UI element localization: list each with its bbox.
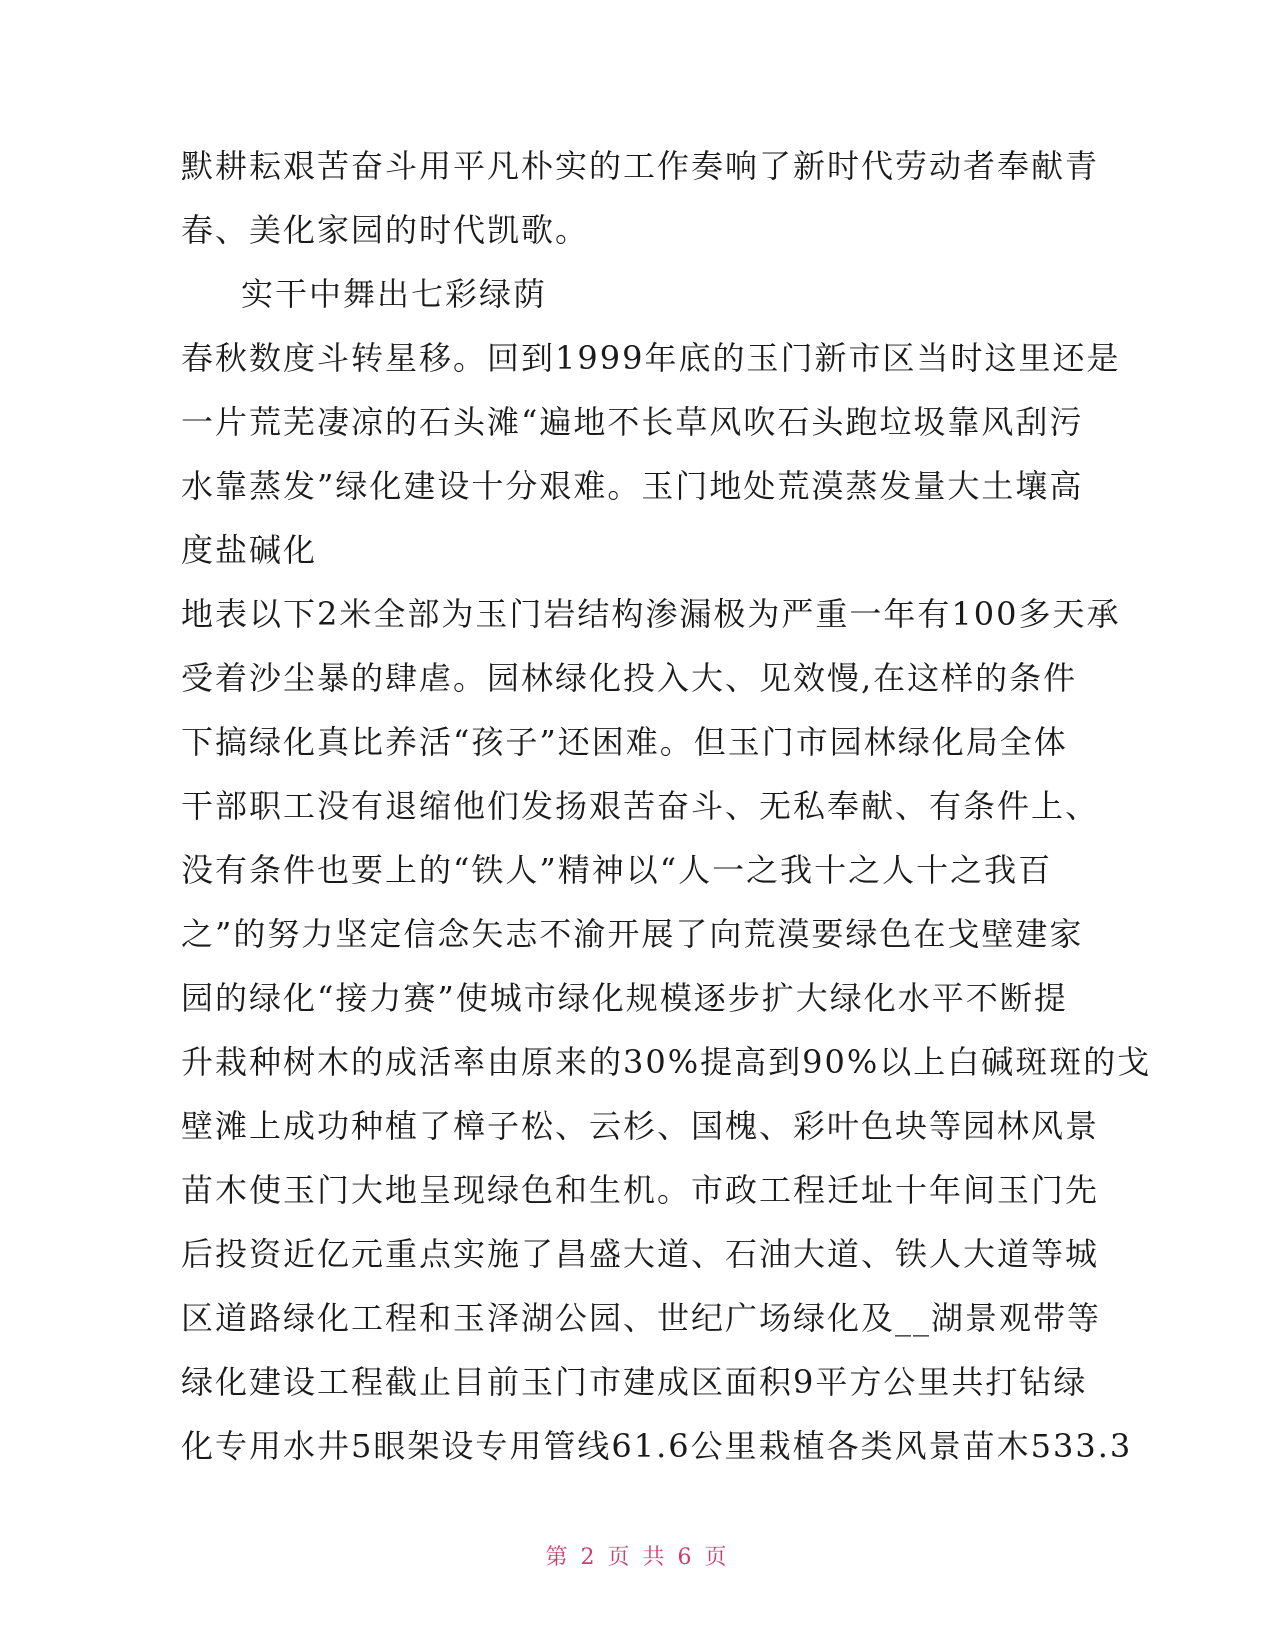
body-text-line: 地表以下2米全部为玉门岩结构渗漏极为严重一年有100多天承 — [181, 595, 1121, 633]
body-text-line: 绿化建设工程截止目前玉门市建成区面积9平方公里共打钻绿 — [181, 1363, 1088, 1401]
body-text-line: 默耕耘艰苦奋斗用平凡朴实的工作奏响了新时代劳动者奉献青 — [181, 147, 1100, 185]
body-text-line: 壁滩上成功种植了樟子松、云杉、国槐、彩叶色块等园林风景 — [181, 1107, 1100, 1145]
body-text-line: 春、美化家园的时代凯歌。 — [181, 211, 590, 249]
document-body — [181, 134, 1152, 1478]
page-number-footer: 第 2 页 共 6 页 — [545, 1545, 730, 1570]
section-heading: 实干中舞出七彩绿荫 — [241, 275, 548, 313]
body-text-line: 后投资近亿元重点实施了昌盛大道、石油大道、铁人大道等城 — [181, 1235, 1100, 1273]
body-text-line: 之”的努力坚定信念矢志不渝开展了向荒漠要绿色在戈壁建家 — [181, 915, 1084, 953]
body-text-line: 区道路绿化工程和玉泽湖公园、世纪广场绿化及__湖景观带等 — [181, 1299, 1102, 1337]
body-text-line: 化专用水井5眼架设专用管线61.6公里栽植各类风景苗木533.3 — [181, 1427, 1133, 1465]
body-text-line: 度盐碱化 — [181, 531, 318, 569]
body-text-line: 园的绿化“接力赛”使城市绿化规模逐步扩大绿化水平不断提 — [181, 979, 1068, 1017]
body-text-line: 干部职工没有退缩他们发扬艰苦奋斗、无私奉献、有条件上、 — [181, 787, 1100, 825]
body-text-line: 春秋数度斗转星移。回到1999年底的玉门新市区当时这里还是 — [181, 339, 1121, 377]
body-text-line: 升栽种树木的成活率由原来的30%提高到90%以上白碱斑斑的戈 — [181, 1043, 1152, 1081]
body-text-line: 苗木使玉门大地呈现绿色和生机。市政工程迁址十年间玉门先 — [181, 1171, 1100, 1209]
body-text-line: 受着沙尘暴的肆虐。园林绿化投入大、见效慢,在这样的条件 — [181, 659, 1078, 697]
body-text-line: 水靠蒸发”绿化建设十分艰难。玉门地处荒漠蒸发量大土壤高 — [181, 467, 1084, 505]
body-text-line: 一片荒芜凄凉的石头滩“遍地不长草风吹石头跑垃圾靠风刮污 — [181, 403, 1084, 441]
body-text-line: 下搞绿化真比养活“孩子”还困难。但玉门市园林绿化局全体 — [181, 723, 1068, 761]
body-text-line: 没有条件也要上的“铁人”精神以“人一之我十之人十之我百 — [181, 851, 1053, 889]
